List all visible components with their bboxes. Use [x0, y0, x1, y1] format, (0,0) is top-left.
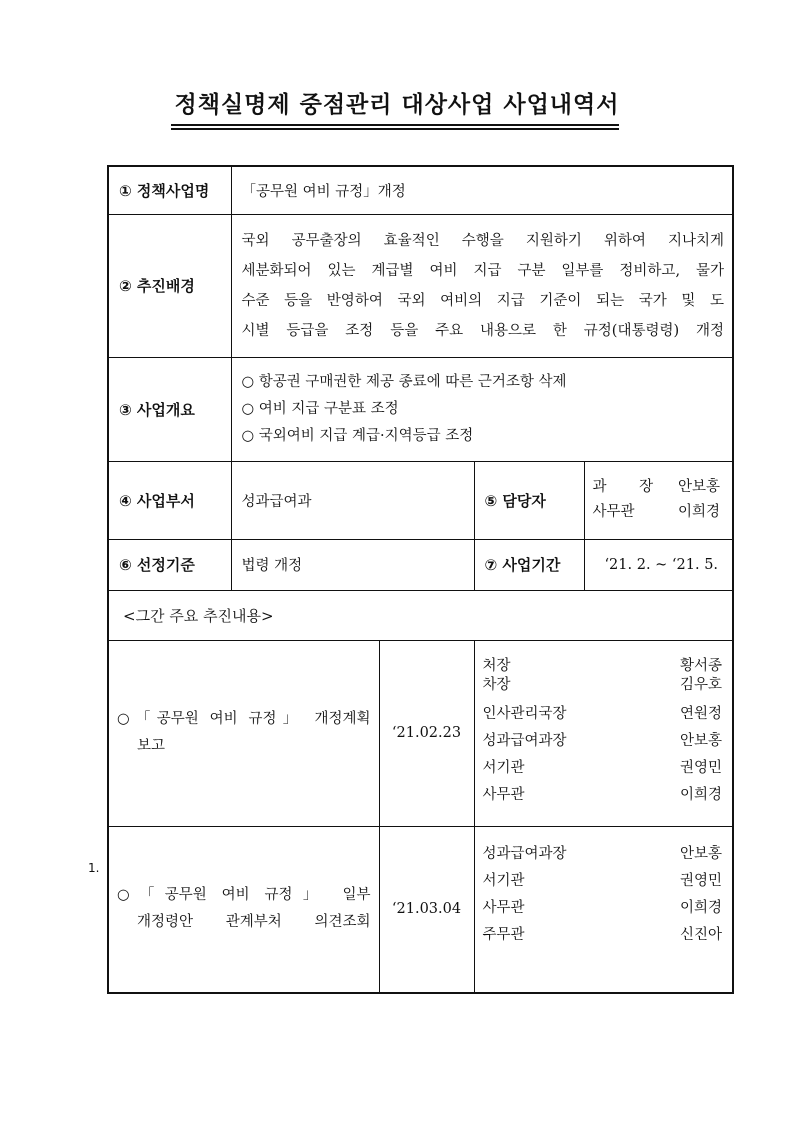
person-name: 황서종 — [680, 658, 723, 674]
history-description — [108, 826, 379, 993]
person-role: 인사관리국장 — [482, 706, 567, 722]
person-entry — [483, 868, 723, 895]
background-line: 세분화되어 있는 계급별 여비 지급 구분 일부를 정비하고, 물가 — [241, 262, 725, 279]
project-details-table — [107, 165, 734, 994]
person-entry — [483, 755, 723, 782]
person-name: 김우호 — [680, 677, 723, 693]
manager-list — [584, 461, 733, 539]
period-label: ⑦ 사업기간 — [474, 539, 584, 590]
criteria-value: 법령 개정 — [231, 539, 474, 590]
person-role: 사무관 — [482, 787, 525, 803]
overview-bullet: ○ 여비 지급 구분표 조정 — [241, 400, 399, 417]
person-entry — [483, 728, 723, 755]
manager-name: 이희경 — [678, 504, 721, 520]
person-role: 사무관 — [482, 899, 525, 916]
person-name: 권영민 — [680, 760, 723, 776]
criteria-label: ⑥ 선정기준 — [108, 539, 231, 590]
manager-entry — [593, 500, 721, 525]
manager-role: 사무관 — [592, 504, 635, 520]
overview-bullets — [231, 357, 733, 461]
background-line: 국외 공무출장의 효율적인 수행을 지원하기 위하여 지나치게 — [241, 232, 725, 249]
manager-label: ⑤ 담당자 — [474, 461, 584, 539]
criteria-row — [108, 539, 733, 590]
person-entry — [483, 676, 723, 695]
manager-role: 과 장 — [592, 479, 668, 495]
person-role: 서기관 — [482, 760, 525, 776]
history-heading: <그간 주요 추진내용> — [108, 590, 733, 640]
history-heading-row — [108, 590, 733, 640]
history-item — [108, 826, 733, 993]
overview-bullet: ○ 국외여비 지급 계급·지역등급 조정 — [241, 427, 474, 444]
department-label: ④ 사업부서 — [108, 461, 231, 539]
document-title: 정책실명제 중점관리 대상사업 사업내역서 — [174, 92, 620, 118]
person-name: 안보홍 — [680, 733, 723, 749]
overview-bullet: ○ 항공권 구매권한 제공 종료에 따른 근거조항 삭제 — [241, 373, 567, 390]
person-name: 이희경 — [680, 899, 723, 916]
person-entry — [483, 701, 723, 728]
history-people — [474, 640, 733, 826]
history-line: ○「공무원 여비 규정」 일부 — [117, 887, 371, 904]
person-entry — [483, 841, 723, 868]
person-entry — [483, 657, 723, 676]
background-label: ② 추진배경 — [108, 214, 231, 357]
title-underline — [171, 124, 619, 130]
person-role: 차장 — [482, 677, 511, 693]
history-date: ‘21.03.04 — [379, 826, 474, 993]
background-text — [231, 214, 733, 357]
person-role: 성과급여과장 — [482, 845, 567, 862]
background-row — [108, 214, 733, 357]
person-entry — [483, 922, 723, 949]
person-role: 성과급여과장 — [482, 733, 567, 749]
person-role: 서기관 — [482, 872, 525, 889]
policy-name-row — [108, 166, 733, 214]
policy-name-label: ① 정책사업명 — [108, 166, 231, 214]
person-name: 신진아 — [680, 926, 723, 943]
manager-name: 안보홍 — [678, 479, 721, 495]
person-name: 이희경 — [680, 787, 723, 803]
overview-label: ③ 사업개요 — [108, 357, 231, 461]
person-role: 처장 — [482, 658, 511, 674]
person-name: 안보홍 — [680, 845, 723, 862]
background-line: 수준 등을 반영하여 국외 여비의 지급 기준이 되는 국가 및 도 — [241, 292, 725, 309]
line-number: 1. — [88, 861, 100, 875]
history-date: ‘21.02.23 — [379, 640, 474, 826]
department-row — [108, 461, 733, 539]
history-item — [108, 640, 733, 826]
manager-entry — [593, 475, 721, 500]
history-line: 보고 — [137, 738, 166, 754]
background-line: 시별 등급을 조정 등을 주요 내용으로 한 규정(대통령령) 개정 — [241, 322, 725, 339]
person-name: 연원정 — [680, 706, 723, 722]
period-value: ‘21. 2. ~ ‘21. 5. — [584, 539, 733, 590]
history-line: ○「공무원 여비 규정」 개정계획 — [117, 711, 371, 727]
person-entry — [483, 895, 723, 922]
policy-name-value: 「공무원 여비 규정」개정 — [231, 166, 733, 214]
person-role: 주무관 — [482, 926, 525, 943]
person-entry — [483, 782, 723, 809]
history-people — [474, 826, 733, 993]
history-description — [108, 640, 379, 826]
person-name: 권영민 — [680, 872, 723, 889]
department-value: 성과급여과 — [231, 461, 474, 539]
overview-row — [108, 357, 733, 461]
history-line: 개정령안 관계부처 의견조회 — [137, 914, 371, 931]
